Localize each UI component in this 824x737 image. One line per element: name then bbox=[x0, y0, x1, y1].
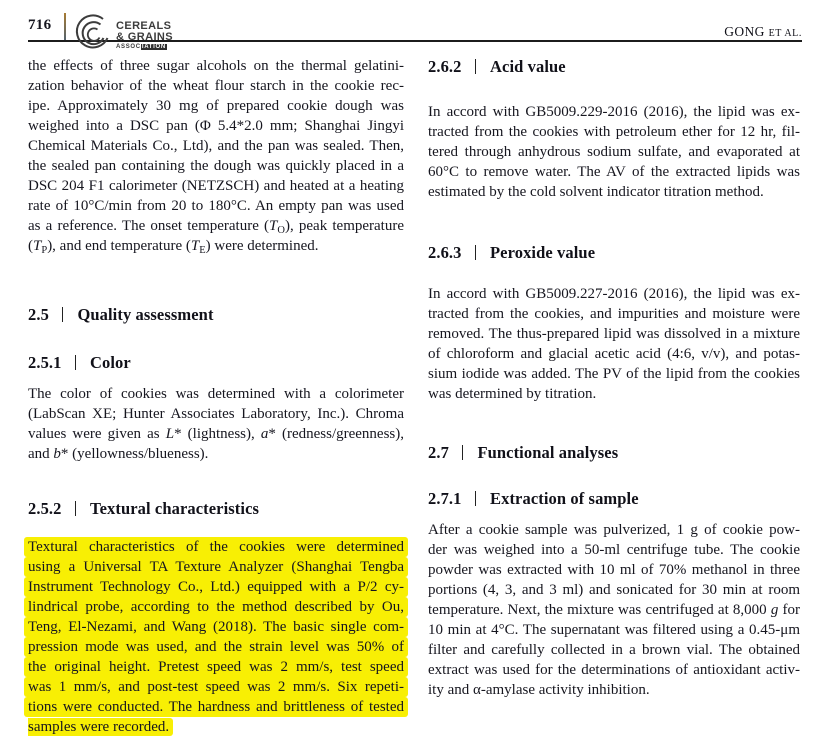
paragraph-color bbox=[28, 384, 404, 464]
text-line: of chloroform and glacial acetic acid (4:6, v/v), and potas- bbox=[428, 346, 800, 362]
subscript-E: E bbox=[199, 245, 206, 256]
logo-association: ASSOCIATION bbox=[116, 44, 166, 50]
paragraph-dsc bbox=[28, 56, 404, 256]
variable-a: a bbox=[260, 426, 269, 442]
section-heading-2-5 bbox=[28, 304, 404, 326]
logo-line-1: CEREALS bbox=[116, 20, 172, 32]
section-heading-2-5-1 bbox=[28, 352, 404, 374]
section-heading-2-7 bbox=[428, 442, 800, 464]
section-title: Functional analyses bbox=[477, 443, 619, 462]
text-line: sium iodide was added. The PV of the lipid from the cookies bbox=[428, 366, 800, 382]
text-line: temperature. Next, the mixture was centrifuged at 8,000 g for bbox=[428, 602, 800, 618]
section-heading-2-7-1 bbox=[428, 488, 800, 510]
text-line: weighed into a DSC pan (Φ 5.4*2.0 mm; Shanghai Jingyi bbox=[28, 118, 404, 134]
text-line: rate of 10°C/min from 20 to 180°C. An empty pan was used bbox=[28, 198, 404, 214]
highlighted-text-line: was 1 mm/s, and post-test speed was 2 mm/s. Six repeti- bbox=[24, 677, 408, 697]
highlighted-text-line: using a Universal TA Texture Analyzer (Shanghai Tengba bbox=[24, 557, 408, 577]
page-number: 716 bbox=[28, 17, 52, 33]
section-number: 2.7.1 bbox=[428, 489, 462, 508]
text-line: portions (4, 3, and 3 ml) and sonicated for 30 min at room bbox=[428, 582, 800, 598]
text-line: the effects of three sugar alcohols on the thermal gelatini- bbox=[28, 58, 404, 74]
text-line: tered through anhydrous sodium sulfate, and evaporated at bbox=[428, 144, 800, 160]
paragraph-extraction bbox=[428, 520, 800, 700]
heading-separator bbox=[462, 445, 464, 460]
journal-logo-text bbox=[116, 21, 173, 51]
section-heading-2-5-2 bbox=[28, 498, 404, 520]
text-line: In accord with GB5009.227-2016 (2016), the lipid was ex- bbox=[428, 286, 800, 302]
left-column bbox=[28, 56, 404, 737]
variable-T: T bbox=[269, 218, 278, 234]
text-line: and b* (yellowness/blueness). bbox=[28, 446, 209, 462]
highlighted-text-line: the original height. Pretest speed was 2 mm/s, test speed bbox=[24, 657, 408, 677]
heading-separator bbox=[75, 355, 77, 370]
highlighted-text-line: lindrical probe, according to the method described by Ou, bbox=[24, 597, 408, 617]
text-line: estimated by the cold solvent indicator titration method. bbox=[428, 184, 764, 200]
paragraph-acid-value bbox=[428, 102, 800, 202]
text-line: filter and carefully collected in a brown vial. The obtained bbox=[428, 642, 800, 658]
highlighted-text-line: tions were conducted. The hardness and brittleness of tested bbox=[24, 697, 408, 717]
section-heading-2-6-2 bbox=[428, 56, 800, 78]
text-line: In accord with GB5009.229-2016 (2016), the lipid was ex- bbox=[428, 104, 800, 120]
text-line: values were given as L* (lightness), a* (redness/greenness), bbox=[28, 426, 404, 442]
section-number: 2.5.1 bbox=[28, 353, 62, 372]
section-title: Textural characteristics bbox=[90, 499, 260, 518]
section-title: Extraction of sample bbox=[490, 489, 639, 508]
section-number: 2.7 bbox=[428, 443, 449, 462]
heading-separator bbox=[475, 59, 477, 74]
section-number: 2.6.3 bbox=[428, 243, 462, 262]
highlighted-text-line: Instrument Technology Co., Ltd.) equipped with a P/2 cy- bbox=[24, 577, 408, 597]
text-line: ipe. Approximately 30 mg of prepared cookie dough was bbox=[28, 98, 404, 114]
running-head-etal: ET AL. bbox=[768, 28, 802, 39]
section-title: Peroxide value bbox=[490, 243, 596, 262]
section-title: Acid value bbox=[490, 57, 566, 76]
running-head bbox=[724, 24, 802, 40]
text-line: the sealed pan containing the dough was quickly placed in a bbox=[28, 158, 404, 174]
section-title: Quality assessment bbox=[77, 305, 214, 324]
variable-g: g bbox=[770, 602, 779, 618]
header-divider bbox=[64, 13, 66, 41]
section-heading-2-6-3 bbox=[428, 242, 800, 264]
text-line: tracted from the cookies, and impurities and moisture were bbox=[428, 306, 800, 322]
text-line: tracted from the cookies with petroleum ether for 12 hr, fil- bbox=[428, 124, 800, 140]
text-line: $(T_P)$, and end temperature $(T_E)$ were determined. bbox=[28, 238, 319, 256]
text-line: as a reference. The onset temperature $(T_O)$, peak temperature bbox=[28, 218, 404, 236]
text-line: DSC 204 F1 calorimeter (NETZSCH) and heated at a heating bbox=[28, 178, 404, 194]
cereals-grains-logo-icon bbox=[72, 13, 114, 57]
running-head-author: GONG bbox=[724, 24, 765, 39]
logo-line-2: & GRAINS bbox=[116, 31, 173, 43]
highlighted-text-line: samples were recorded. bbox=[28, 717, 404, 737]
text-line: Chemical Materials Co., Ltd), and the pan was sealed. Then, bbox=[28, 138, 404, 154]
paragraph-peroxide-value bbox=[428, 284, 800, 404]
highlighted-text-line: pression mode was used, and the strain level was 50% of bbox=[24, 637, 408, 657]
text-line: zation behavior of the wheat flour starch in the cookie rec- bbox=[28, 78, 404, 94]
text-line: removed. The thus-prepared lipid was dissolved in a mixture bbox=[428, 326, 800, 342]
heading-separator bbox=[75, 501, 77, 516]
text-line: der was weighed into a 50-ml centrifuge tube. The cookie bbox=[428, 542, 800, 558]
text-line: ity and α-amylase activity inhibition. bbox=[428, 682, 650, 698]
section-number: 2.5.2 bbox=[28, 499, 62, 518]
subscript-P: P bbox=[41, 245, 48, 256]
text-line: (LabScan XE; Hunter Associates Laboratory, Inc.). Chroma bbox=[28, 406, 404, 422]
heading-separator bbox=[475, 491, 477, 506]
text-line: The color of cookies was determined with a colorimeter bbox=[28, 386, 404, 402]
text-line: powder was extracted with 10 ml of 70% methanol in three bbox=[428, 562, 800, 578]
right-column bbox=[428, 56, 800, 700]
heading-separator bbox=[475, 245, 477, 260]
text-line: 60°C to remove water. The AV of the extracted lipids was bbox=[428, 164, 800, 180]
section-number: 2.6.2 bbox=[428, 57, 462, 76]
text-line: extract was used for the determinations of antioxidant activ- bbox=[428, 662, 800, 678]
text-line: After a cookie sample was pulverized, 1 g of cookie pow- bbox=[428, 522, 800, 538]
journal-logo bbox=[72, 13, 173, 57]
text-line: 10 min at 4°C. The supernatant was filtered using a 0.45-μm bbox=[428, 622, 800, 638]
section-number: 2.5 bbox=[28, 305, 49, 324]
variable-T: T bbox=[33, 238, 42, 254]
section-title: Color bbox=[90, 353, 131, 372]
variable-b: b bbox=[53, 446, 61, 462]
variable-L: L bbox=[165, 426, 175, 442]
heading-separator bbox=[62, 307, 64, 322]
highlighted-text-line: Teng, El-Nezami, and Wang (2018). The basic single com- bbox=[24, 617, 408, 637]
variable-T: T bbox=[190, 238, 200, 254]
highlighted-text-line: Textural characteristics of the cookies were determined bbox=[24, 537, 408, 557]
text-line: was determined by titration. bbox=[428, 386, 597, 402]
paragraph-texture-highlighted bbox=[28, 537, 404, 737]
subscript-O: O bbox=[277, 225, 285, 236]
